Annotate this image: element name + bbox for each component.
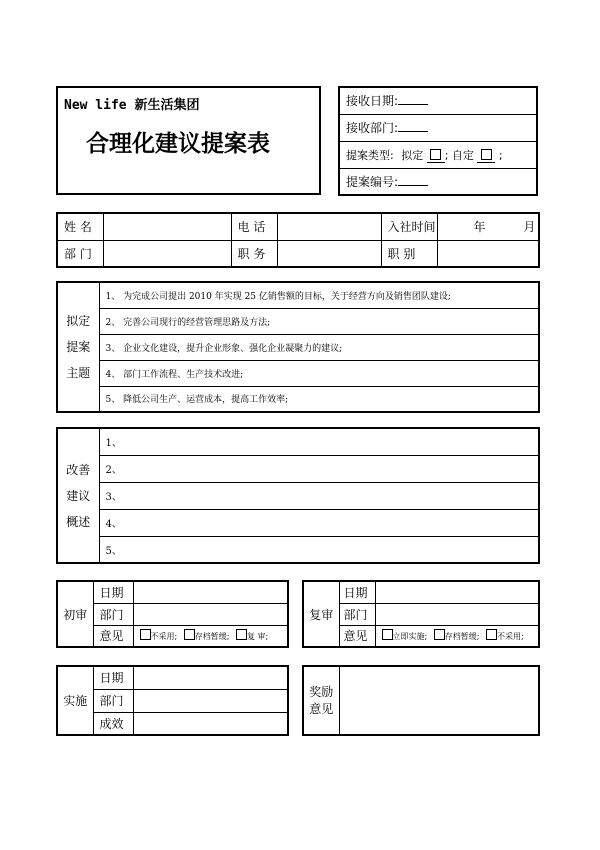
proposal-number-field[interactable]: [339, 168, 537, 195]
join-date-label: 入社时间: [381, 213, 437, 240]
custom-checkbox[interactable]: [477, 149, 495, 163]
receive-date-field[interactable]: [339, 87, 537, 114]
improvement-table: [56, 427, 540, 564]
implementation-result-label: 成效: [93, 712, 133, 735]
first-review-table: [56, 580, 289, 648]
first-review-dept-input[interactable]: [133, 603, 288, 625]
applicant-info-table: [56, 212, 540, 268]
option-checkbox[interactable]: [232, 632, 268, 641]
topics-label: [57, 282, 99, 412]
year-unit: 年: [473, 220, 486, 235]
dept-label: 部 门: [57, 240, 103, 267]
checkbox-icon: [140, 629, 151, 640]
brand-name: New life 新生活集团: [64, 98, 200, 113]
topic-item: 2、 完善公司现行的经营管理思路及方法;: [99, 308, 539, 334]
option-checkbox[interactable]: [180, 632, 230, 641]
option-checkbox[interactable]: [136, 632, 178, 641]
phone-input[interactable]: [277, 213, 381, 240]
reward-label: [303, 666, 339, 735]
receive-date-label: 接收日期:: [346, 94, 399, 109]
option-label: 复 审;: [247, 632, 269, 642]
improvement-item[interactable]: 4、: [99, 509, 539, 536]
option-label: 不采用;: [497, 632, 524, 642]
position-input[interactable]: [277, 240, 381, 267]
receive-dept-field[interactable]: [339, 114, 537, 141]
improvement-label-line: 建议: [66, 488, 91, 503]
first-review-date-input[interactable]: [133, 581, 288, 603]
implementation-label: 实施: [57, 666, 93, 735]
name-input[interactable]: [103, 213, 231, 240]
month-unit: 月: [523, 220, 536, 235]
drafted-checkbox[interactable]: [427, 149, 445, 163]
first-review-date-label: 日期: [93, 581, 133, 603]
topics-label-line: 提案: [66, 340, 91, 354]
checkbox-icon: [481, 149, 492, 160]
name-label: 姓 名: [57, 213, 103, 240]
improvement-label-line: 改善: [66, 462, 91, 477]
header-title-box: [56, 86, 321, 195]
type-option-drafted: 拟定: [401, 148, 424, 162]
option-label: 立即实施;: [392, 632, 428, 642]
implementation-date-input[interactable]: [133, 666, 288, 689]
second-review-opinion-label: 意见: [339, 625, 375, 647]
improvement-label-line: 概述: [66, 514, 91, 529]
second-review-date-label: 日期: [339, 581, 375, 603]
checkbox-icon: [430, 149, 441, 160]
second-review-options: [375, 625, 539, 647]
checkbox-icon: [434, 629, 445, 640]
option-label: 存档暂缓;: [194, 632, 230, 642]
second-review-label: 复审: [303, 581, 339, 647]
type-option-custom: 自定: [451, 148, 474, 162]
first-review-dept-label: 部门: [93, 603, 133, 625]
level-label: 职 别: [381, 240, 437, 267]
topics-label-line: 拟定: [66, 314, 91, 328]
implementation-date-label: 日期: [93, 666, 133, 689]
topic-item: 1、 为完成公司提出 2010 年实现 25 亿销售额的目标，关于经营方向及销售团队建设;: [99, 282, 539, 308]
topic-item: 3、 企业文化建设，提升企业形象、强化企业凝聚力的建议;: [99, 334, 539, 360]
reward-label-line: 奖励: [309, 684, 334, 699]
reward-table: [302, 665, 540, 736]
reward-input[interactable]: [339, 666, 539, 735]
dept-input[interactable]: [103, 240, 231, 267]
form-title: 合理化建议提案表: [86, 131, 270, 157]
reward-label-line: 意见: [309, 701, 334, 716]
checkbox-icon: [486, 629, 497, 640]
join-date-input[interactable]: [437, 213, 539, 240]
second-review-dept-label: 部门: [339, 603, 375, 625]
second-review-date-input[interactable]: [375, 581, 539, 603]
implementation-dept-label: 部门: [93, 689, 133, 712]
option-label: 存档暂缓;: [444, 632, 480, 642]
improvement-item[interactable]: 1、: [99, 428, 539, 455]
option-checkbox[interactable]: [430, 632, 480, 641]
implementation-dept-input[interactable]: [133, 689, 288, 712]
phone-label: 电 话: [231, 213, 277, 240]
checkbox-icon: [236, 629, 247, 640]
proposal-type-label: 提案类型:: [346, 148, 394, 162]
first-review-label: 初审: [57, 581, 93, 647]
topics-label-line: 主题: [66, 366, 91, 380]
option-checkbox[interactable]: [378, 632, 428, 641]
header-receipt-table: [338, 86, 538, 196]
checkbox-icon: [382, 629, 393, 640]
option-checkbox[interactable]: [482, 632, 524, 641]
topic-item: 5、 降低公司生产、运营成本，提高工作效率;: [99, 386, 539, 412]
first-review-opinion-label: 意见: [93, 625, 133, 647]
improvement-item[interactable]: 5、: [99, 536, 539, 563]
implementation-result-input[interactable]: [133, 712, 288, 735]
proposal-number-label: 提案编号:: [346, 174, 399, 189]
first-review-options: [133, 625, 288, 647]
second-review-table: [302, 580, 540, 648]
second-review-dept-input[interactable]: [375, 603, 539, 625]
implementation-table: [56, 665, 289, 736]
improvement-item[interactable]: 2、: [99, 455, 539, 482]
proposed-topics-table: [56, 281, 540, 413]
improvement-label: [57, 428, 99, 563]
position-label: 职 务: [231, 240, 277, 267]
receive-dept-label: 接收部门:: [346, 121, 399, 135]
proposal-type-field: 提案类型: 拟定 ; 自定 ;: [339, 141, 537, 168]
option-label: 不采用;: [150, 632, 178, 642]
level-input[interactable]: [437, 240, 539, 267]
checkbox-icon: [184, 629, 195, 640]
improvement-item[interactable]: 3、: [99, 482, 539, 509]
topic-item: 4、 部门工作流程、生产技术改进;: [99, 360, 539, 386]
